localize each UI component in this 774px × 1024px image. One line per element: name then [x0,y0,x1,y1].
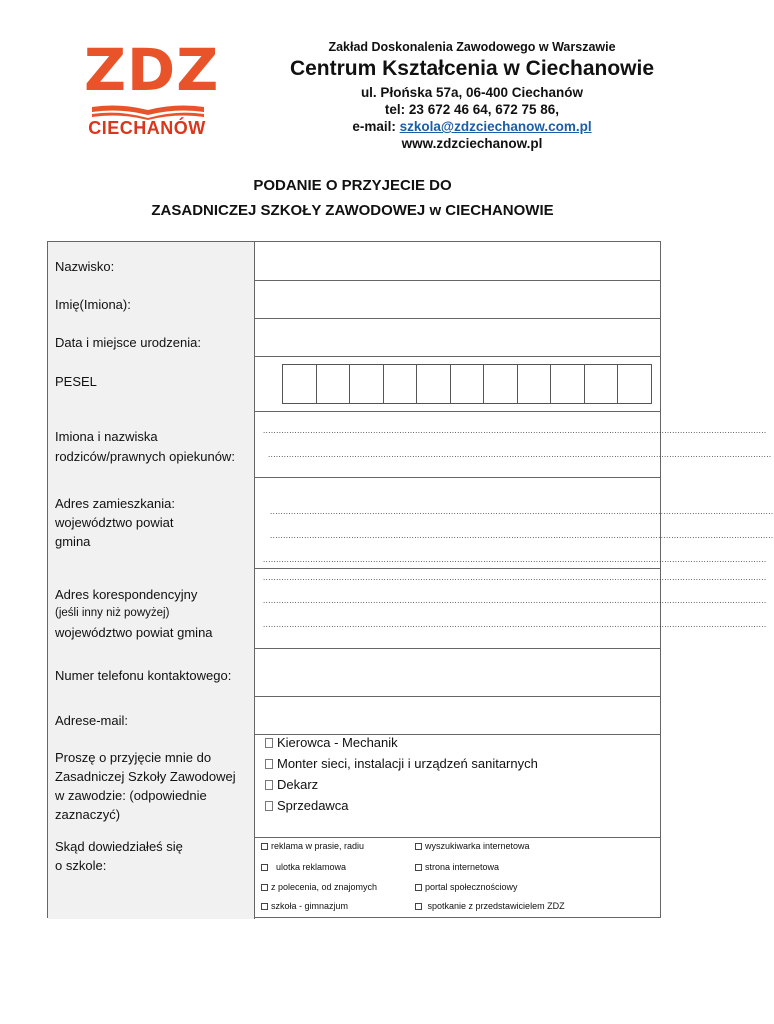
address-label-3: gmina [55,534,91,549]
names-label-cell [48,280,255,318]
checkbox-icon[interactable] [261,864,268,871]
dotted-line[interactable]: ................................................................................................................................................................................................ [268,450,772,459]
dotted-line[interactable]: ................................................................................................................................................................................................ [263,620,767,629]
source-label-1: Skąd dowiedziałeś się [55,839,183,854]
pesel-digit-box[interactable] [618,365,651,403]
dotted-line[interactable]: ................................................................................................................................................................................................ [270,507,774,516]
phone-line: tel: 23 672 46 64, 672 75 86, [384,102,560,117]
address-label-2: województwo powiat [55,515,174,530]
source-option[interactable]: reklama w prasie, radiu [261,841,364,852]
correspondence-label-cell [48,568,255,648]
email-field[interactable] [255,696,660,734]
email-field-label: Adrese-mail: [55,713,128,728]
profession-option[interactable]: Monter sieci, instalacji i urządzeń sanitarnych [265,755,538,773]
names-label: Imię(Imiona): [55,297,131,312]
pesel-digit-box[interactable] [417,365,451,403]
birth-label-cell [48,318,255,356]
pesel-label: PESEL [55,374,97,389]
phone-label: Numer telefonu kontaktowego: [55,668,232,683]
correspondence-label-2: (jeśli inny niż powyżej) [55,607,170,619]
pesel-digit-box[interactable] [283,365,317,403]
pesel-digit-box[interactable] [317,365,351,403]
profession-label-2: Zasadniczej Szkoły Zawodowej [55,769,236,784]
email-link[interactable]: szkola@zdzciechanow.com.pl [399,119,592,134]
pesel-digit-box[interactable] [451,365,485,403]
source-label-cell [48,837,255,919]
source-option[interactable]: ulotka reklamowa [261,862,346,873]
birth-field[interactable] [255,318,660,356]
source-option[interactable]: portal społecznościowy [415,882,518,893]
address-line: ul. Płońska 57a, 06-400 Ciechanów [360,85,584,100]
profession-label-3: w zawodzie: (odpowiednie [55,788,207,803]
address-label-cell [48,477,255,568]
pesel-digit-box[interactable] [585,365,619,403]
birth-label: Data i miejsce urodzenia: [55,335,201,350]
email-line [280,118,664,135]
logo-city-text: CIECHANÓW [88,118,206,138]
institution-header [280,38,664,152]
surname-label-cell [48,242,255,280]
source-option[interactable]: spotkanie z przedstawicielem ZDZ [415,901,565,912]
email-label-cell [48,696,255,734]
parents-label-1: Imiona i nazwiska [55,429,158,444]
dotted-line[interactable]: ................................................................................................................................................................................................ [263,573,767,582]
application-form [47,241,774,918]
checkbox-icon[interactable] [265,801,273,811]
source-label-2: o szkole: [55,858,107,873]
profession-label-4: zaznaczyć) [55,807,121,822]
profession-option[interactable]: Kierowca - Mechanik [265,734,398,752]
phone-label-cell [48,648,255,696]
logo-zdz-text: ZDZ [84,36,220,104]
dotted-line[interactable]: ................................................................................................................................................................................................ [270,531,774,540]
checkbox-icon[interactable] [261,903,268,910]
correspondence-label-1: Adres korespondencyjny [55,587,198,602]
pesel-digit-box[interactable] [518,365,552,403]
website-line: www.zdzciechanow.pl [401,136,543,151]
checkbox-icon[interactable] [261,843,268,850]
phone-field[interactable] [255,648,660,696]
pesel-boxes[interactable] [282,364,652,404]
profession-option[interactable]: Dekarz [265,776,318,794]
profession-label-cell [48,734,255,837]
address-label-1: Adres zamieszkania: [55,496,175,511]
checkbox-icon[interactable] [415,903,422,910]
pesel-label-cell [48,356,255,411]
form-title-line2: ZASADNICZEJ SZKOŁY ZAWODOWEJ w CIECHANOWIE [151,202,554,219]
source-options [255,837,660,919]
names-field[interactable] [255,280,660,318]
dotted-line[interactable]: ................................................................................................................................................................................................ [263,596,767,605]
profession-label-1: Proszę o przyjęcie mnie do [55,750,212,765]
dotted-line[interactable]: ................................................................................................................................................................................................ [263,426,767,435]
checkbox-icon[interactable] [261,884,268,891]
parents-label-2: rodziców/prawnych opiekunów: [55,449,235,464]
surname-field[interactable] [255,242,660,280]
correspondence-label-3: województwo powiat gmina [55,625,213,640]
source-option[interactable]: z polecenia, od znajomych [261,882,377,893]
surname-label: Nazwisko: [55,259,115,274]
checkbox-icon[interactable] [265,738,273,748]
source-option[interactable]: wyszukiwarka internetowa [415,841,530,852]
org-name: Zakład Doskonalenia Zawodowego w Warszawie [328,40,616,54]
profession-options [255,734,660,837]
checkbox-icon[interactable] [415,843,422,850]
form-title-line1: PODANIE O PRZYJECIE DO [253,177,452,194]
parents-label-cell [48,411,255,477]
email-label: e-mail: [352,119,396,134]
dotted-line[interactable]: ................................................................................................................................................................................................ [263,555,767,564]
checkbox-icon[interactable] [415,884,422,891]
profession-option[interactable]: Sprzedawca [265,797,349,815]
center-name: Centrum Kształcenia w Ciechanowie [289,57,655,80]
pesel-digit-box[interactable] [384,365,418,403]
pesel-digit-box[interactable] [350,365,384,403]
checkbox-icon[interactable] [265,759,273,769]
pesel-digit-box[interactable] [484,365,518,403]
checkbox-icon[interactable] [265,780,273,790]
zdz-logo [84,36,220,138]
pesel-digit-box[interactable] [551,365,585,403]
checkbox-icon[interactable] [415,864,422,871]
source-option[interactable]: strona internetowa [415,862,499,873]
source-option[interactable]: szkoła - gimnazjum [261,901,348,912]
